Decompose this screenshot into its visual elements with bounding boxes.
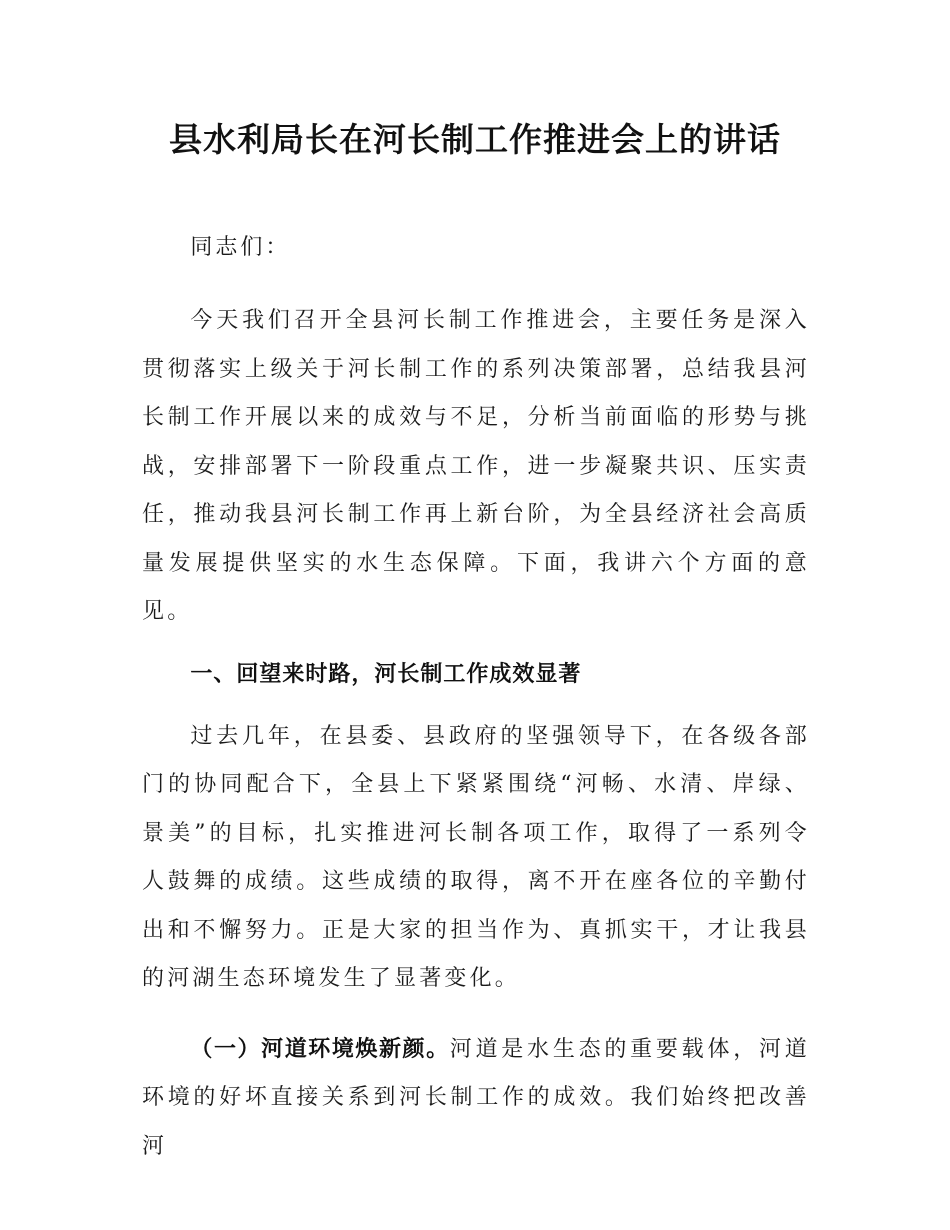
subsection-1-paragraph xyxy=(142,1026,810,1172)
intro-paragraph: 今天我们召开全县河长制工作推进会，主要任务是深入贯彻落实上级关于河长制工作的系列决策部署，总结我县河长制工作开展以来的成效与不足，分析当前面临的形势与挑战，安排部署下一阶段重点工作，进一步凝聚共识、压实责任，推动我县河长制工作再上新台阶，为全县经济社会高质量发展提供坚实的水生态保障。下面，我讲六个方面的意见。 xyxy=(142,308,810,624)
salutation: 同志们： xyxy=(190,235,291,260)
subsection-1-title: （一）河道环境焕新颜。 xyxy=(190,1036,450,1062)
section-heading-1: 一、回望来时路，河长制工作成效显著 xyxy=(190,661,582,687)
page-title: 县水利局长在河长制工作推进会上的讲话 xyxy=(169,120,781,159)
subsection-1-text: 河道是水生态的重要载体，河道环境的好坏直接关系到河长制工作的成效。我们始终把改善河 xyxy=(142,1036,810,1159)
section-1-paragraph: 过去几年，在县委、县政府的坚强领导下，在各级各部门的协同配合下，全县上下紧紧围绕“河畅、水清、岸绿、景美”的目标，扎实推进河长制各项工作，取得了一系列令人鼓舞的成绩。这些成绩的取得，离不开在座各位的辛勤付出和不懈努力。正是大家的担当作为、真抓实干，才让我县的河湖生态环境发生了显著变化。 xyxy=(142,723,810,991)
document-body xyxy=(142,224,810,1171)
